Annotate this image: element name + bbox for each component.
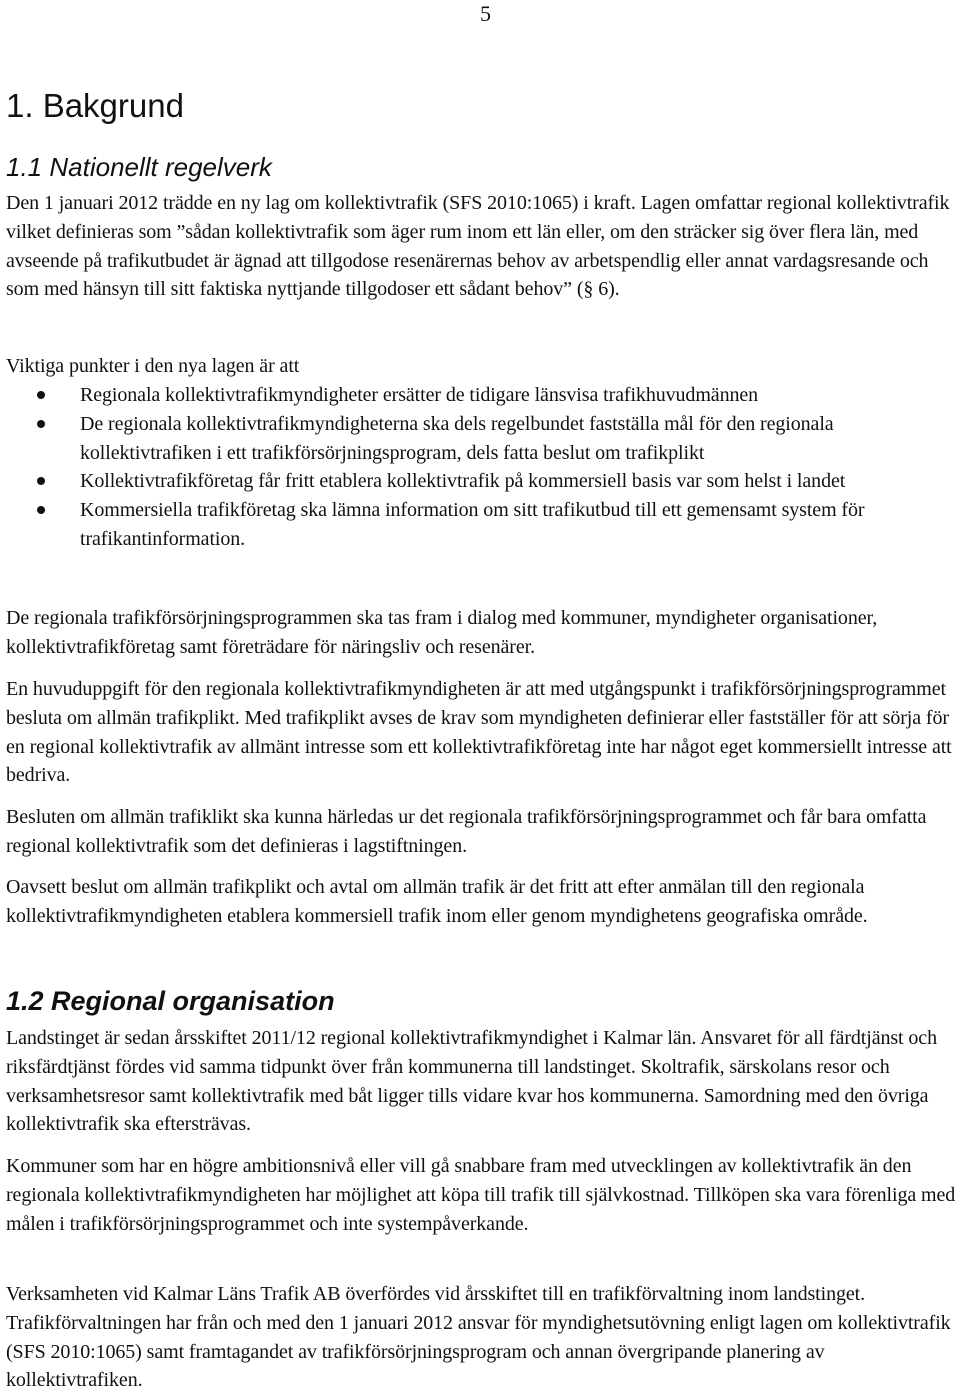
paragraph-law-intro: Den 1 januari 2012 trädde en ny lag om kollektivtrafik (SFS 2010:1065) i kraft. Lagen omfattar regional kollektivtrafik vilket definieras som ”sådan kollektivtrafik som äger rum inom ett län eller, om den sträcker sig över flera län, med avseende på trafikutbudet är ägnad att tillgodose resenärernas behov av arbetspendlig eller annat vardagsresande och som med hänsyn till sitt faktiska nyttjande tillgodoser ett sådant behov” (§ 6). (6, 192, 950, 301)
paragraph-commercial-traffic: Oavsett beslut om allmän trafikplikt och avtal om allmän trafik är det fritt att efter anmälan till den regionala kollektivtrafikmyndigheten etablera kommersiell trafik inom eller genom myndighetens geografiska område. (6, 876, 868, 927)
list-item (0, 410, 958, 468)
list-item-text: Kommersiella trafikföretag ska lämna information om sitt trafikutbud till ett gemensamt system för trafikantinformation. (80, 499, 865, 550)
bullet-icon (37, 391, 45, 399)
key-points-list (0, 381, 960, 554)
paragraph-main-task: En huvuduppgift för den regionala kollektivtrafikmyndigheten är att med utgångspunkt i trafikförsörjningsprogrammet besluta om allmän trafikplikt. Med trafikplikt avses de krav som myndigheten definierar eller fastställer för att sörja för en regional kollektivtrafik av allmänt intresse som ett kollektivtrafikföretag inte har något eget kommersiellt intresse att bedriva. (6, 678, 952, 787)
list-item-text: Regionala kollektivtrafikmyndigheter ersätter de tidigare länsvisa trafikhuvudmännen (80, 384, 759, 406)
page-number: 5 (480, 1, 491, 26)
paragraph-county-council: Landstinget är sedan årsskiftet 2011/12 regional kollektivtrafikmyndighet i Kalmar län. Ansvaret för all färdtjänst och riksfärdtjänst fördes vid samma tidpunkt över från kommunerna till landstinget. Skoltrafik, särskolans resor och verksamhetsresor samt kollektivtrafik med båt ligger tills vidare kvar hos kommunerna. Samordning med den övriga kollektivtrafik ska eftersträvas. (6, 1027, 937, 1136)
list-item-text: De regionala kollektivtrafikmyndigheterna ska dels regelbundet fastställa mål för den regionala kollektivtrafiken i ett trafikförsörjningsprogram, dels fatta beslut om trafikplikt (80, 412, 834, 464)
list-intro: Viktiga punkter i den nya lagen är att (6, 355, 300, 377)
section-heading-1-2: 1.2 Regional organisation (6, 986, 335, 1016)
list-item (0, 381, 958, 410)
list-item-text: Kollektivtrafikföretag får fritt etablera kollektivtrafik på kommersiell basis var som helst i landet (80, 470, 846, 493)
paragraph-municipalities: Kommuner som har en högre ambitionsnivå eller vill gå snabbare fram med utvecklingen av kollektivtrafik än den regionala kollektivtrafikmyndigheten har möjlighet att köpa till trafik till självkostnad. Tillköpen ska vara förenliga med målen i trafikförsörjningsprogrammet och inte systempåverkande. (6, 1155, 956, 1235)
paragraph-traffic-administration: Verksamheten vid Kalmar Läns Trafik AB överfördes vid årsskiftet till en trafikförvaltning inom landstinget. Trafikförvaltningen har från och med den 1 januari 2012 ansvar för myndighetsutövning enligt lagen om kollektivtrafik (SFS 2010:1065) samt framtagandet av trafikförsörjningsprogram och annan övergripande planering av kollektivtrafiken. (6, 1283, 951, 1392)
bullet-icon (37, 477, 45, 485)
list-item (0, 496, 958, 554)
section-heading-1-1: 1.1 Nationellt regelverk (6, 152, 272, 182)
paragraph-programs: De regionala trafikförsörjningsprogrammen ska tas fram i dialog med kommuner, myndigheter organisationer, kollektivtrafikföretag samt företrädare för näringsliv och resenärer. (6, 607, 878, 658)
list-item (0, 467, 958, 496)
bullet-icon (37, 420, 45, 428)
chapter-heading: 1. Bakgrund (6, 87, 184, 124)
paragraph-decisions: Besluten om allmän trafiklikt ska kunna härledas ur det regionala trafikförsörjningsprogrammet och får bara omfatta regional kollektivtrafik som det definieras i lagstiftningen. (6, 806, 927, 857)
bullet-icon (37, 506, 45, 514)
